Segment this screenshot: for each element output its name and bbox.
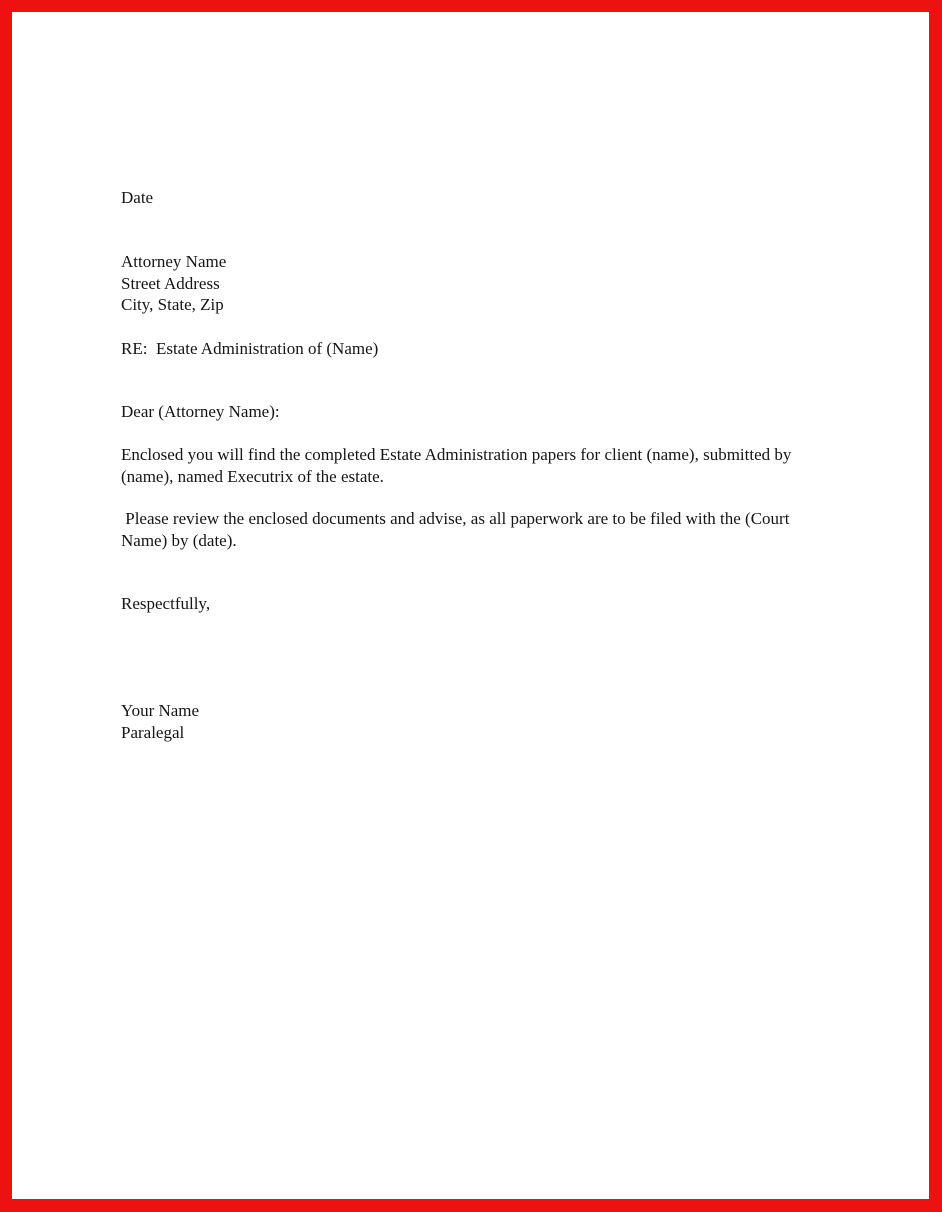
subject-line: RE: Estate Administration of (Name) (121, 338, 379, 358)
signature-title-line: Paralegal (121, 722, 185, 742)
recipient-name-line: Attorney Name (121, 252, 227, 272)
recipient-address-block (121, 251, 869, 315)
signature-block (121, 700, 869, 743)
closing-line: Respectfully, (121, 594, 211, 614)
signature-name-line: Your Name (121, 701, 200, 721)
date-line: Date (121, 188, 154, 207)
letter-body (12, 12, 929, 743)
recipient-city-line: City, State, Zip (121, 295, 224, 315)
body-paragraph-2: Please review the enclosed documents and advise, as all paperwork are to be filed with the (Court Name) by (date). (121, 509, 794, 550)
body-paragraph-1: Enclosed you will find the completed Estate Administration papers for client (name), submitted by (name), named Executrix of the estate. (121, 445, 796, 486)
salutation-line: Dear (Attorney Name): (121, 402, 280, 422)
recipient-street-line: Street Address (121, 273, 220, 293)
